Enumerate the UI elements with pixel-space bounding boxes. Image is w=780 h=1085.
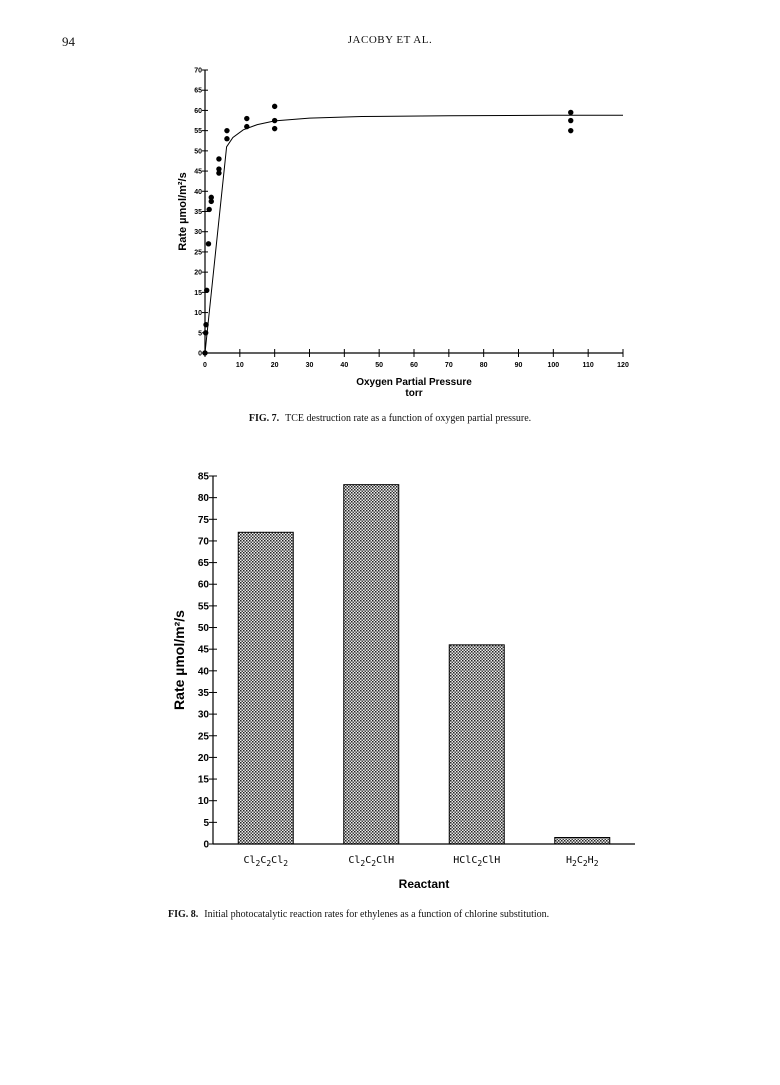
- x-tick-label: 120: [617, 362, 629, 369]
- bar: [344, 485, 399, 844]
- figure-8-caption: [168, 909, 549, 920]
- running-head: JACOBY ET AL.: [347, 34, 433, 46]
- y-tick-label: 0: [203, 839, 209, 851]
- y-tick-label: 5: [198, 330, 202, 338]
- x-category-label: HClC$_2$ClH: [453, 855, 501, 868]
- y-tick-label: 30: [197, 709, 209, 721]
- page-number: 94: [62, 34, 75, 49]
- y-axis-title: Rate µmol/m²/s: [171, 610, 187, 710]
- y-tick-label: 20: [194, 269, 202, 277]
- x-axis-title: Reactant: [398, 877, 450, 891]
- y-tick-label: 60: [197, 579, 209, 591]
- y-tick-label: 50: [197, 623, 209, 635]
- y-tick-label: 25: [194, 249, 202, 257]
- x-tick-label: 10: [235, 362, 244, 369]
- x-tick-label: 80: [479, 362, 488, 369]
- y-tick-label: 20: [197, 752, 209, 764]
- y-tick-label: 25: [197, 731, 209, 743]
- x-tick-label: 40: [340, 362, 349, 369]
- y-tick-label: 55: [197, 601, 209, 613]
- x-tick-label: 30: [305, 362, 314, 369]
- x-category-label: $Cl_2C_2ClH$: [348, 855, 395, 868]
- x-tick-label: 90: [514, 362, 523, 369]
- y-tick-label: 65: [197, 558, 209, 570]
- x-tick-label: 50: [375, 362, 384, 369]
- x-category-label: $H_2C_2H_2$: [565, 855, 599, 868]
- y-tick-label: 45: [194, 168, 202, 176]
- figure-7-label: FIG. 7.: [248, 413, 280, 424]
- y-tick-label: 40: [197, 666, 209, 678]
- x-tick-label: 0: [203, 362, 207, 369]
- y-tick-label: 40: [194, 188, 202, 196]
- y-tick-label: 50: [194, 148, 202, 156]
- x-tick-label: 60: [410, 362, 418, 369]
- y-tick-label: 0: [198, 350, 202, 358]
- y-tick-label: 60: [194, 107, 202, 115]
- y-tick-label: 70: [194, 67, 202, 75]
- y-tick-label: 75: [197, 514, 209, 526]
- figure-7-caption-text: TCE destruction rate as a function of oxygen partial pressure.: [285, 413, 532, 424]
- bar: [238, 532, 293, 844]
- x-tick-label: 110: [582, 362, 594, 369]
- y-tick-label: 65: [194, 87, 202, 95]
- y-tick-label: 10: [197, 796, 209, 808]
- y-tick-label: 5: [203, 817, 209, 829]
- x-axis-title: Oxygen Partial Pressure: [356, 377, 472, 388]
- y-tick-label: 35: [194, 209, 202, 216]
- y-tick-label: 45: [197, 644, 209, 656]
- x-axis-unit: torr: [405, 388, 423, 399]
- y-tick-label: 85: [197, 471, 209, 483]
- y-axis-title: Rate µmol/m²/s: [177, 172, 189, 251]
- y-tick-label: 30: [194, 229, 202, 237]
- x-tick-label: 20: [270, 362, 279, 369]
- y-tick-label: 10: [194, 310, 202, 318]
- x-category-label: $Cl_2C_2Cl_2$: [243, 855, 289, 868]
- figure-8-label: FIG. 8.: [168, 909, 199, 920]
- bar: [555, 838, 610, 844]
- x-tick-label: 100: [547, 362, 560, 369]
- y-tick-label: 80: [197, 493, 209, 505]
- y-tick-label: 70: [197, 536, 209, 548]
- figure-8-caption-text: Initial photocatalytic reaction rates for ethylenes as a function of chlorine substitution.: [204, 909, 550, 920]
- y-tick-label: 55: [194, 128, 202, 136]
- y-tick-label: 15: [194, 289, 202, 297]
- x-tick-label: 70: [444, 362, 453, 369]
- bar: [449, 645, 504, 844]
- y-tick-label: 15: [197, 774, 209, 786]
- y-tick-label: 35: [197, 687, 209, 699]
